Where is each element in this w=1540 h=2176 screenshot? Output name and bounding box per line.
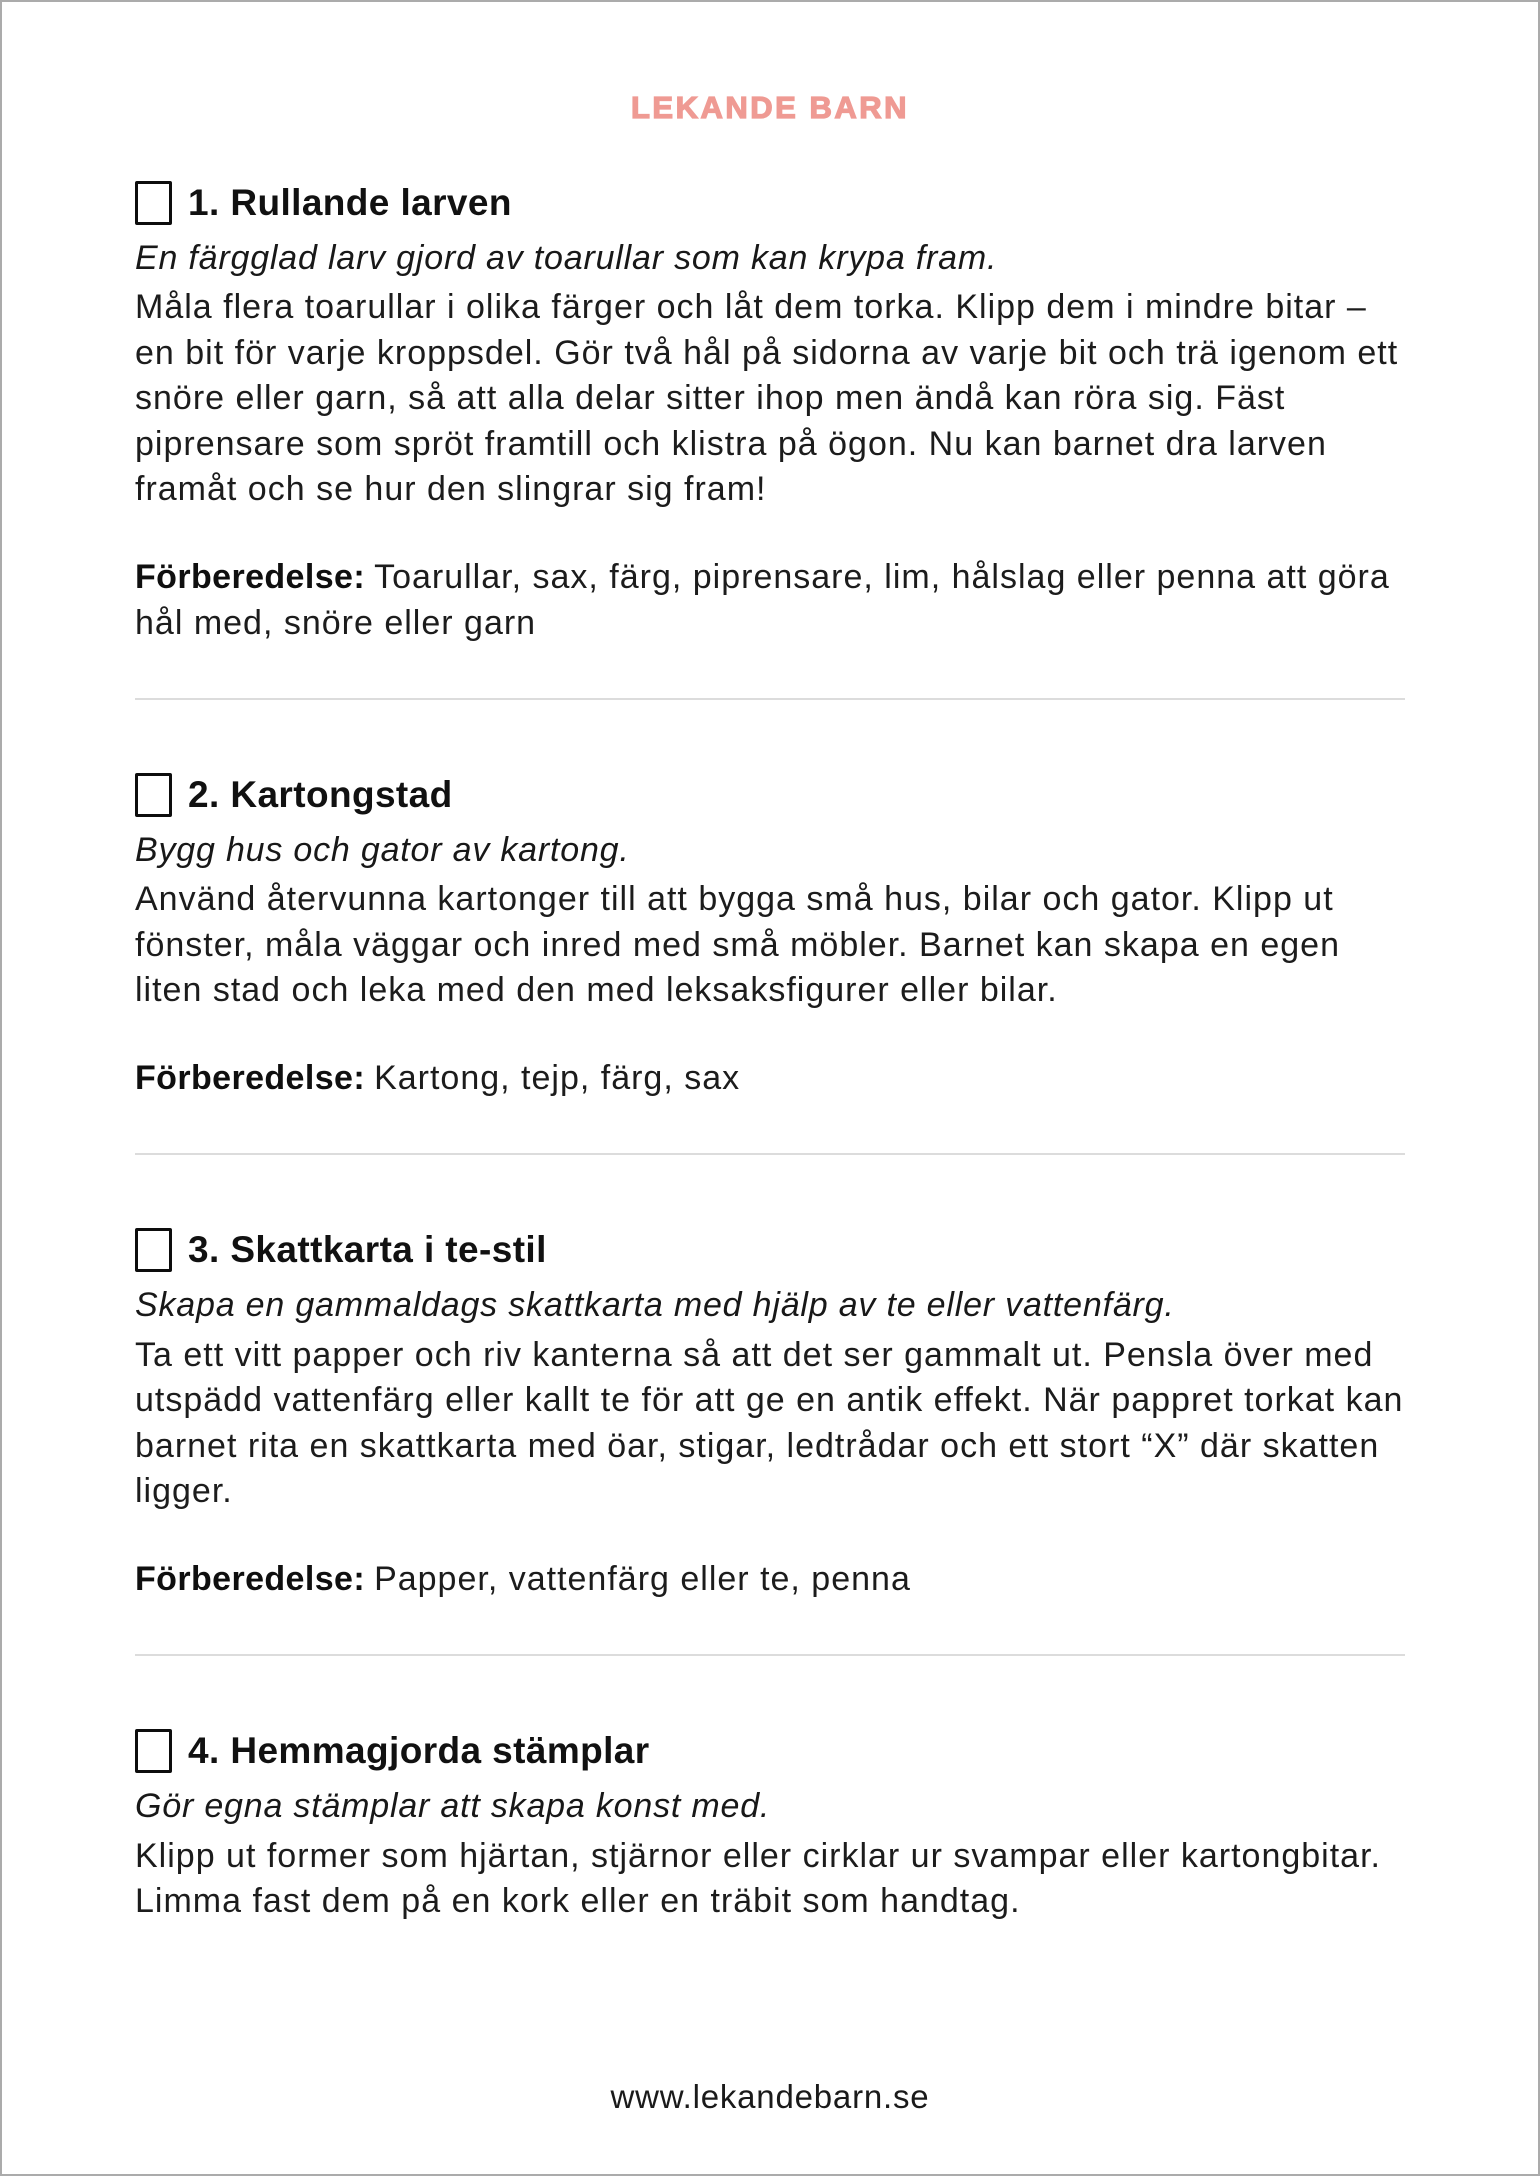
activity-title: 1. Rullande larven bbox=[188, 181, 512, 223]
activity-description: Ta ett vitt papper och riv kanterna så att det ser gammalt ut. Pensla över med utspädd vattenfärg eller kallt te för att ge en antik effekt. När pappret torkat kan barnet rita en skattkarta med öar, stigar, ledtrådar och ett stort “X” där skatten ligger. bbox=[135, 1335, 1404, 1511]
activity-checkbox[interactable] bbox=[135, 1228, 172, 1272]
activity-section-2 bbox=[135, 770, 1405, 1101]
prep-items: Kartong, tejp, färg, sax bbox=[374, 1058, 741, 1097]
prep-label: Förberedelse: bbox=[135, 557, 366, 596]
prep-items: Papper, vattenfärg eller te, penna bbox=[374, 1559, 911, 1598]
activity-subtitle: Bygg hus och gator av kartong. bbox=[135, 831, 630, 870]
prep-line bbox=[135, 555, 1405, 646]
prep-line bbox=[135, 1557, 1405, 1603]
activity-checkbox[interactable] bbox=[135, 1729, 172, 1773]
brand-logo: LEKANDE BARN bbox=[631, 90, 909, 125]
activity-subtitle: Skapa en gammaldags skattkarta med hjälp av te eller vattenfärg. bbox=[135, 1286, 1175, 1325]
activity-title: 2. Kartongstad bbox=[188, 773, 453, 815]
prep-label: Förberedelse: bbox=[135, 1058, 366, 1097]
activity-heading-row bbox=[135, 1726, 1405, 1776]
activity-section-3 bbox=[135, 1225, 1405, 1602]
prep-items: Toarullar, sax, färg, piprensare, lim, hålslag eller penna att göra hål med, snöre eller garn bbox=[135, 557, 1390, 642]
activity-subtitle: En färgglad larv gjord av toarullar som kan krypa fram. bbox=[135, 239, 998, 277]
section-divider bbox=[135, 1654, 1405, 1656]
activity-section-1 bbox=[135, 178, 1405, 646]
activity-heading-row bbox=[135, 178, 1405, 228]
activity-checkbox[interactable] bbox=[135, 181, 172, 225]
section-divider bbox=[135, 698, 1405, 700]
page-footer bbox=[2, 2078, 1538, 2116]
activity-title: 4. Hemmagjorda stämplar bbox=[188, 1730, 650, 1772]
page-content bbox=[2, 2, 1538, 1925]
prep-label: Förberedelse: bbox=[135, 1559, 366, 1598]
activity-section-4 bbox=[135, 1726, 1405, 1924]
section-divider bbox=[135, 1153, 1405, 1155]
activity-subtitle: Gör egna stämplar att skapa konst med. bbox=[135, 1787, 771, 1826]
activity-heading-row bbox=[135, 770, 1405, 820]
footer-url[interactable]: www.lekandebarn.se bbox=[610, 2078, 930, 2115]
activity-description: Använd återvunna kartonger till att bygga små hus, bilar och gator. Klipp ut fönster, måla väggar och inred med små möbler. Barnet kan skapa en egen liten stad och leka med den med leksaksfigurer eller bilar. bbox=[135, 880, 1340, 1010]
activity-title: 3. Skattkarta i te-stil bbox=[188, 1229, 547, 1271]
prep-line bbox=[135, 1056, 1405, 1102]
activity-description: Klipp ut former som hjärtan, stjärnor eller cirklar ur svampar eller kartongbitar. Limma fast dem på en kork eller en träbit som handtag. bbox=[135, 1836, 1381, 1921]
activity-description: Måla flera toarullar i olika färger och låt dem torka. Klipp dem i mindre bitar – en bit för varje kroppsdel. Gör två hål på sidorna av varje bit och trä igenom ett snöre eller garn, så att alla delar sitter ihop men ändå kan röra sig. Fäst piprensare som spröt framtill och klistra på ögon. Nu kan barnet dra larven framåt och se hur den slingrar sig fram! bbox=[135, 288, 1399, 509]
activity-heading-row bbox=[135, 1225, 1405, 1275]
activity-checkbox[interactable] bbox=[135, 773, 172, 817]
